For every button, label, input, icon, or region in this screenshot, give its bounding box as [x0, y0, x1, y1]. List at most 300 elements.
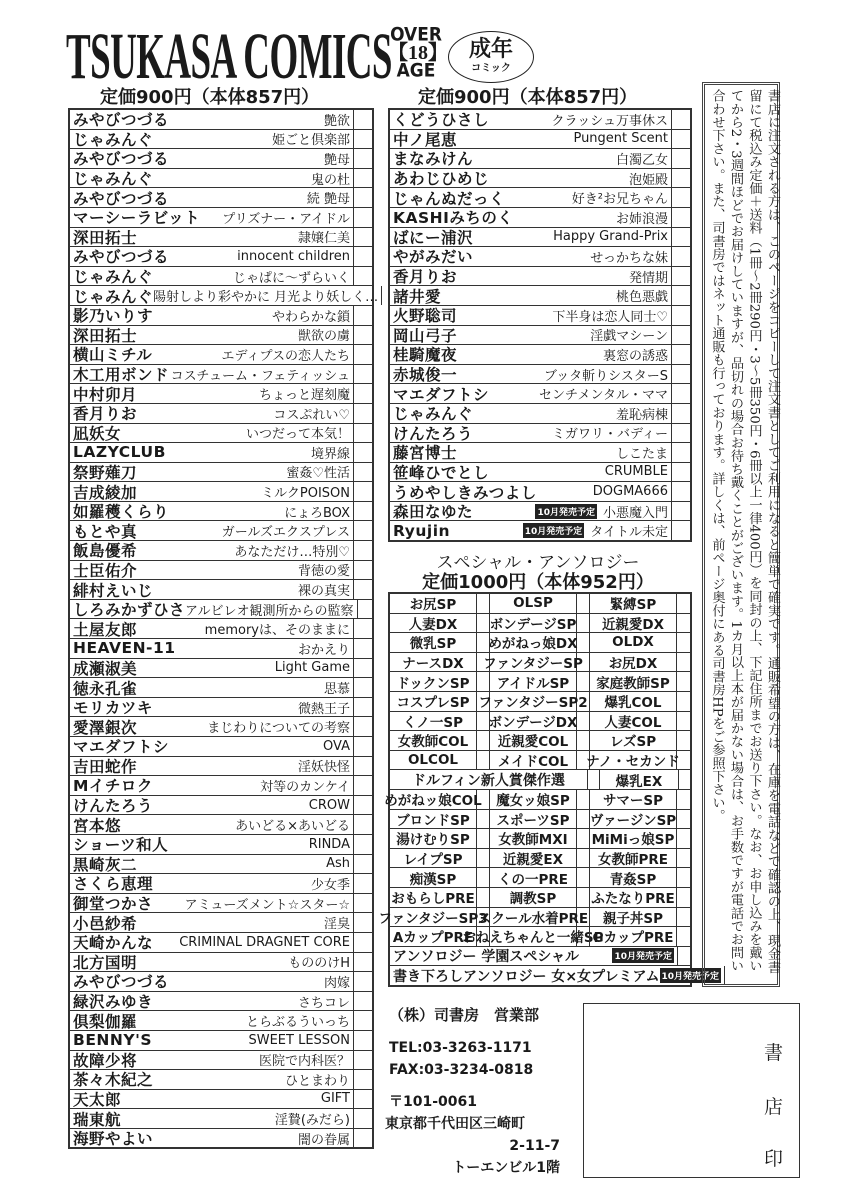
book-title: もののけH	[288, 956, 350, 972]
anthology-item[interactable]: ファンタジーSP3	[390, 908, 477, 927]
order-item[interactable]	[70, 149, 354, 168]
order-item[interactable]	[70, 502, 354, 521]
order-checkbox[interactable]	[354, 835, 372, 854]
order-checkbox[interactable]	[354, 698, 372, 717]
order-checkbox[interactable]	[354, 659, 372, 678]
order-checkbox[interactable]	[672, 110, 690, 129]
order-checkbox[interactable]	[672, 365, 690, 384]
order-item[interactable]	[390, 365, 672, 384]
over-18-mark	[388, 24, 448, 82]
order-checkbox[interactable]	[354, 855, 372, 874]
order-checkbox[interactable]	[577, 908, 590, 927]
book-title: センチメンタル・ママ	[539, 388, 668, 404]
anthology-item[interactable]: ドックンSP	[390, 672, 477, 691]
order-checkbox[interactable]	[354, 463, 372, 482]
order-checkbox[interactable]	[354, 482, 372, 501]
order-checkbox[interactable]	[354, 815, 372, 834]
anthology-item[interactable]: AカップPRE	[390, 927, 477, 946]
order-item[interactable]	[390, 482, 672, 501]
anthology-item[interactable]: アイドルSP	[490, 672, 577, 691]
author-name: 森田なゆた	[393, 503, 474, 522]
order-item[interactable]	[70, 1129, 354, 1148]
order-checkbox[interactable]	[354, 443, 372, 462]
order-checkbox[interactable]	[678, 947, 690, 966]
order-checkbox[interactable]	[677, 810, 689, 829]
table-row	[70, 521, 372, 541]
anthology-item[interactable]: 人妻COL	[590, 712, 677, 731]
order-checkbox[interactable]	[577, 790, 590, 809]
order-checkbox[interactable]	[354, 1109, 372, 1128]
anthology-item[interactable]: ボンデージSP	[490, 614, 577, 633]
order-checkbox[interactable]	[354, 953, 372, 972]
table-row	[70, 992, 372, 1012]
order-item[interactable]	[70, 1070, 354, 1089]
order-checkbox[interactable]	[354, 110, 372, 129]
order-item[interactable]	[70, 208, 354, 227]
table-row	[70, 365, 372, 385]
order-checkbox[interactable]	[354, 1090, 372, 1109]
book-title: memoryは、そのままに	[204, 623, 350, 639]
order-checkbox[interactable]	[577, 614, 590, 633]
table-row	[70, 149, 372, 169]
anthology-item[interactable]: サマーSP	[590, 790, 677, 809]
order-checkbox[interactable]	[354, 228, 372, 247]
order-checkbox[interactable]	[354, 502, 372, 521]
order-item[interactable]	[70, 717, 354, 736]
order-item[interactable]	[70, 306, 354, 325]
order-item[interactable]	[70, 1031, 354, 1050]
anthology-item[interactable]: メイドCOL	[490, 751, 577, 770]
anthology-item[interactable]: 爆乳COL	[590, 692, 677, 711]
order-checkbox[interactable]	[672, 267, 690, 286]
order-checkbox[interactable]	[672, 502, 690, 521]
order-checkbox[interactable]	[677, 731, 689, 750]
order-checkbox[interactable]	[354, 717, 372, 736]
order-checkbox[interactable]	[354, 1070, 372, 1089]
order-checkbox[interactable]	[477, 751, 490, 770]
order-checkbox[interactable]	[677, 712, 689, 731]
order-checkbox[interactable]	[677, 868, 689, 887]
order-checkbox[interactable]	[477, 790, 490, 809]
publisher-address-number: 2-11-7	[509, 1138, 560, 1154]
age-age: AGE	[396, 60, 436, 82]
order-item[interactable]	[390, 130, 672, 149]
order-checkbox[interactable]	[677, 927, 689, 946]
anthology-item[interactable]: 近親愛COL	[490, 731, 577, 750]
order-checkbox[interactable]	[677, 692, 689, 711]
order-checkbox[interactable]	[354, 894, 372, 913]
anthology-item[interactable]: ブロンドSP	[390, 810, 477, 829]
order-checkbox[interactable]	[677, 594, 689, 613]
order-checkbox[interactable]	[672, 188, 690, 207]
order-checkbox[interactable]	[672, 482, 690, 501]
table-row	[70, 737, 372, 757]
order-checkbox[interactable]	[354, 521, 372, 540]
order-checkbox[interactable]	[477, 888, 490, 907]
table-row	[390, 228, 690, 248]
order-item[interactable]	[70, 659, 354, 678]
table-row	[390, 424, 690, 444]
order-item[interactable]	[390, 208, 672, 227]
order-checkbox[interactable]	[354, 796, 372, 815]
order-checkbox[interactable]	[354, 678, 372, 697]
order-item[interactable]	[390, 188, 672, 207]
order-checkbox[interactable]	[672, 208, 690, 227]
order-item[interactable]	[390, 110, 672, 129]
table-row	[70, 561, 372, 581]
order-checkbox[interactable]	[577, 653, 590, 672]
order-item[interactable]	[390, 443, 672, 462]
anthology-item[interactable]: OLDX	[590, 633, 677, 652]
anthology-item[interactable]: お尻DX	[590, 653, 677, 672]
order-item[interactable]	[70, 619, 354, 638]
order-checkbox[interactable]	[354, 365, 372, 384]
order-checkbox[interactable]	[354, 1031, 372, 1050]
anthology-item[interactable]: ボンデージDX	[490, 712, 577, 731]
order-item[interactable]	[70, 953, 354, 972]
anthology-item[interactable]: 調教SP	[490, 888, 577, 907]
anthology-item[interactable]: OLSP	[490, 594, 577, 613]
order-item[interactable]	[70, 130, 354, 149]
order-checkbox[interactable]	[354, 541, 372, 560]
order-checkbox[interactable]	[354, 639, 372, 658]
order-checkbox[interactable]	[677, 829, 689, 848]
author-name: みやびつづる	[73, 189, 170, 208]
order-checkbox[interactable]	[477, 614, 490, 633]
anthology-item[interactable]: 女教師PRE	[590, 849, 677, 868]
order-item[interactable]	[70, 424, 354, 443]
order-item[interactable]	[390, 326, 672, 345]
order-item[interactable]	[70, 561, 354, 580]
order-item[interactable]	[70, 580, 354, 599]
order-checkbox[interactable]	[358, 600, 373, 619]
table-row	[70, 482, 372, 502]
order-checkbox[interactable]	[672, 443, 690, 462]
order-checkbox[interactable]	[354, 580, 372, 599]
table-row	[70, 247, 372, 267]
anthology-item[interactable]: 近親愛EX	[490, 849, 577, 868]
table-row	[390, 188, 690, 208]
order-checkbox[interactable]	[577, 672, 590, 691]
order-checkbox[interactable]	[354, 188, 372, 207]
order-item[interactable]	[70, 874, 354, 893]
order-item[interactable]	[70, 1090, 354, 1109]
order-checkbox[interactable]	[677, 614, 689, 633]
anthology-item[interactable]: ファンタジーSP2	[490, 692, 577, 711]
order-checkbox[interactable]	[577, 712, 590, 731]
order-checkbox[interactable]	[354, 874, 372, 893]
order-item[interactable]	[70, 678, 354, 697]
anthology-item[interactable]: ドルフィン新人賞傑作選	[390, 770, 588, 789]
order-item[interactable]	[390, 384, 672, 403]
order-checkbox[interactable]	[477, 731, 490, 750]
anthology-item[interactable]: ふたなりPRE	[590, 888, 677, 907]
anthology-item[interactable]: くノ一SP	[390, 712, 477, 731]
order-item[interactable]	[70, 796, 354, 815]
order-checkbox[interactable]	[672, 345, 690, 364]
order-item[interactable]	[70, 326, 354, 345]
anthology-item[interactable]: 家庭教師SP	[590, 672, 677, 691]
order-item[interactable]	[70, 757, 354, 776]
order-checkbox[interactable]	[672, 149, 690, 168]
table-row	[70, 678, 372, 698]
order-checkbox[interactable]	[354, 267, 372, 286]
anthology-item[interactable]: おねえちゃんと一緒SP	[490, 927, 577, 946]
order-item[interactable]	[70, 521, 354, 540]
anthology-item[interactable]: 近親愛DX	[590, 614, 677, 633]
author-name: 御堂つかさ	[73, 895, 154, 914]
order-checkbox[interactable]	[672, 463, 690, 482]
middle-order-table	[388, 108, 692, 542]
anthology-item[interactable]: レズSP	[590, 731, 677, 750]
order-item[interactable]	[70, 463, 354, 482]
order-item[interactable]	[390, 286, 672, 305]
order-checkbox[interactable]	[677, 751, 689, 770]
brand-title: TSUKASA COMICS	[66, 20, 392, 93]
table-row	[70, 345, 372, 365]
order-checkbox[interactable]	[672, 521, 690, 540]
order-checkbox[interactable]	[354, 345, 372, 364]
order-checkbox[interactable]	[477, 672, 490, 691]
order-checkbox[interactable]	[477, 849, 490, 868]
order-item[interactable]	[390, 267, 672, 286]
order-checkbox[interactable]	[354, 776, 372, 795]
order-item[interactable]	[390, 463, 672, 482]
anthology-item[interactable]: ナースDX	[390, 653, 477, 672]
order-item[interactable]	[70, 169, 354, 188]
order-item[interactable]	[390, 306, 672, 325]
anthology-item[interactable]: 女教師MXI	[490, 829, 577, 848]
order-checkbox[interactable]	[677, 908, 689, 927]
release-badge: 10月発売予定	[535, 504, 597, 519]
order-checkbox[interactable]	[354, 737, 372, 756]
table-row	[70, 835, 372, 855]
order-item[interactable]	[390, 521, 672, 540]
order-item[interactable]	[70, 835, 354, 854]
author-name: 吉田蛇作	[73, 757, 138, 776]
anthology-item[interactable]: くの一PRE	[490, 868, 577, 887]
anthology-item[interactable]: 爆乳EX	[600, 770, 679, 789]
order-checkbox[interactable]	[354, 404, 372, 423]
anthology-item[interactable]: めがねッ娘COL	[390, 790, 477, 809]
table-row	[384, 790, 690, 810]
book-title: 小悪魔入門	[602, 505, 668, 521]
order-checkbox[interactable]	[354, 913, 372, 932]
order-item[interactable]	[70, 815, 354, 834]
order-checkbox[interactable]	[588, 770, 600, 789]
table-row	[390, 306, 690, 326]
anthology-item[interactable]: 女教師COL	[390, 731, 477, 750]
order-checkbox[interactable]	[677, 849, 689, 868]
order-checkbox[interactable]	[354, 1011, 372, 1030]
table-row	[390, 345, 690, 365]
author-name: マエダフトシ	[393, 385, 490, 404]
order-checkbox[interactable]	[672, 169, 690, 188]
order-item[interactable]	[70, 992, 354, 1011]
order-checkbox[interactable]	[577, 868, 590, 887]
order-item[interactable]	[70, 894, 354, 913]
anthology-item[interactable]: GカップPRE	[590, 927, 677, 946]
anthology-item[interactable]: MiMiっ娘SP	[590, 829, 677, 848]
order-item[interactable]	[70, 913, 354, 932]
table-row	[390, 614, 690, 634]
order-checkbox[interactable]	[677, 672, 689, 691]
order-checkbox[interactable]	[677, 888, 689, 907]
order-checkbox[interactable]	[354, 424, 372, 443]
table-row	[70, 659, 372, 679]
special-anthology-item[interactable]	[390, 966, 725, 985]
order-checkbox[interactable]	[677, 790, 689, 809]
order-item[interactable]	[70, 247, 354, 266]
order-checkbox[interactable]	[354, 326, 372, 345]
order-checkbox[interactable]	[672, 424, 690, 443]
order-checkbox[interactable]	[577, 594, 590, 613]
order-checkbox[interactable]	[672, 286, 690, 305]
order-item[interactable]	[70, 384, 354, 403]
order-item[interactable]	[70, 855, 354, 874]
author-name: 小邑紗希	[73, 914, 138, 933]
order-checkbox[interactable]	[354, 561, 372, 580]
anthology-item[interactable]: 魔女ッ娘SP	[490, 790, 577, 809]
order-item[interactable]	[70, 404, 354, 423]
order-item[interactable]	[70, 110, 354, 129]
book-title: 発情期	[628, 270, 668, 286]
anthology-item[interactable]: 人妻DX	[390, 614, 477, 633]
order-item[interactable]	[70, 345, 354, 364]
anthology-item[interactable]: 緊縛SP	[590, 594, 677, 613]
order-item[interactable]	[390, 169, 672, 188]
book-title: 医院で内科医？	[258, 1054, 350, 1070]
order-item[interactable]	[70, 776, 354, 795]
order-item[interactable]	[70, 600, 358, 619]
anthology-item[interactable]: ナノ・セカンド	[590, 751, 677, 770]
order-item[interactable]	[70, 737, 354, 756]
order-checkbox[interactable]	[672, 404, 690, 423]
order-checkbox[interactable]	[577, 810, 590, 829]
order-checkbox[interactable]	[354, 384, 372, 403]
order-checkbox[interactable]	[577, 829, 590, 848]
order-item[interactable]	[70, 188, 354, 207]
order-item[interactable]	[70, 972, 354, 991]
author-name: じゃみんぐ	[73, 268, 154, 287]
order-checkbox[interactable]	[354, 972, 372, 991]
order-item[interactable]	[70, 1109, 354, 1128]
anthology-item[interactable]: スポーツSP	[490, 810, 577, 829]
publisher-postal: 〒101-0061	[389, 1094, 477, 1110]
order-checkbox[interactable]	[577, 731, 590, 750]
order-checkbox[interactable]	[577, 888, 590, 907]
anthology-item[interactable]: 微乳SP	[390, 633, 477, 652]
order-checkbox[interactable]	[577, 849, 590, 868]
order-checkbox[interactable]	[354, 130, 372, 149]
order-checkbox[interactable]	[354, 757, 372, 776]
order-item[interactable]	[70, 933, 354, 952]
order-checkbox[interactable]	[672, 306, 690, 325]
order-item[interactable]	[390, 149, 672, 168]
order-checkbox[interactable]	[679, 770, 690, 789]
order-checkbox[interactable]	[677, 653, 689, 672]
anthology-item[interactable]: めがねっ娘DX	[490, 633, 577, 652]
order-checkbox[interactable]	[354, 247, 372, 266]
table-row	[70, 1051, 372, 1071]
order-checkbox[interactable]	[477, 810, 490, 829]
anthology-item[interactable]: おもらしPRE	[390, 888, 477, 907]
anthology-item[interactable]: ファンタジーSP	[490, 653, 577, 672]
order-checkbox[interactable]	[354, 933, 372, 952]
order-item[interactable]	[70, 541, 354, 560]
anthology-item[interactable]: レイプSP	[390, 849, 477, 868]
order-item[interactable]	[70, 1011, 354, 1030]
order-checkbox[interactable]	[577, 692, 590, 711]
anthology-item[interactable]: コスプレSP	[390, 692, 477, 711]
order-checkbox[interactable]	[354, 1129, 372, 1148]
author-name: 赤城俊一	[393, 366, 458, 385]
order-item[interactable]	[70, 267, 354, 286]
order-checkbox[interactable]	[477, 594, 490, 613]
order-item[interactable]	[70, 228, 354, 247]
special-anthology-item[interactable]	[390, 947, 678, 966]
order-checkbox[interactable]	[672, 384, 690, 403]
order-item[interactable]	[70, 365, 354, 384]
order-checkbox[interactable]	[477, 829, 490, 848]
anthology-item[interactable]: 親子丼SP	[590, 908, 677, 927]
order-checkbox[interactable]	[672, 228, 690, 247]
order-checkbox[interactable]	[672, 130, 690, 149]
order-item[interactable]	[390, 247, 672, 266]
order-checkbox[interactable]	[354, 208, 372, 227]
order-checkbox[interactable]	[577, 927, 590, 946]
order-item[interactable]	[70, 639, 354, 658]
order-checkbox[interactable]	[354, 169, 372, 188]
order-checkbox[interactable]	[354, 149, 372, 168]
anthology-item[interactable]: 青姦SP	[590, 868, 677, 887]
order-checkbox[interactable]	[354, 619, 372, 638]
table-row	[70, 953, 372, 973]
order-checkbox[interactable]	[354, 1051, 372, 1070]
anthology-item[interactable]: OLCOL	[390, 751, 477, 770]
author-name: くどうひさし	[393, 111, 490, 130]
order-item[interactable]	[390, 345, 672, 364]
anthology-item[interactable]: ヴァージンSP	[590, 810, 677, 829]
order-item[interactable]	[390, 424, 672, 443]
order-item[interactable]	[70, 1051, 354, 1070]
anthology-item[interactable]: 痴漢SP	[390, 868, 477, 887]
store-stamp-box[interactable]	[583, 1003, 800, 1178]
order-checkbox[interactable]	[354, 992, 372, 1011]
anthology-item[interactable]: 湯けむりSP	[390, 829, 477, 848]
author-name: さくら恵理	[73, 875, 154, 894]
order-checkbox[interactable]	[672, 326, 690, 345]
order-item[interactable]	[70, 698, 354, 717]
order-checkbox[interactable]	[354, 306, 372, 325]
order-item[interactable]	[70, 443, 354, 462]
author-name: 深田拓士	[73, 326, 138, 345]
order-checkbox[interactable]	[477, 868, 490, 887]
order-item[interactable]	[70, 482, 354, 501]
order-item[interactable]	[390, 228, 672, 247]
anthology-item[interactable]: スクール水着PRE	[490, 908, 577, 927]
order-item[interactable]	[390, 404, 672, 423]
anthology-item[interactable]: お尻SP	[390, 594, 477, 613]
table-row	[390, 247, 690, 267]
order-checkbox[interactable]	[677, 633, 689, 652]
order-item[interactable]	[70, 286, 382, 305]
order-checkbox[interactable]	[577, 633, 590, 652]
author-name: 故障少将	[73, 1051, 138, 1070]
table-row	[390, 149, 690, 169]
order-checkbox[interactable]	[672, 247, 690, 266]
order-item[interactable]	[390, 502, 672, 521]
